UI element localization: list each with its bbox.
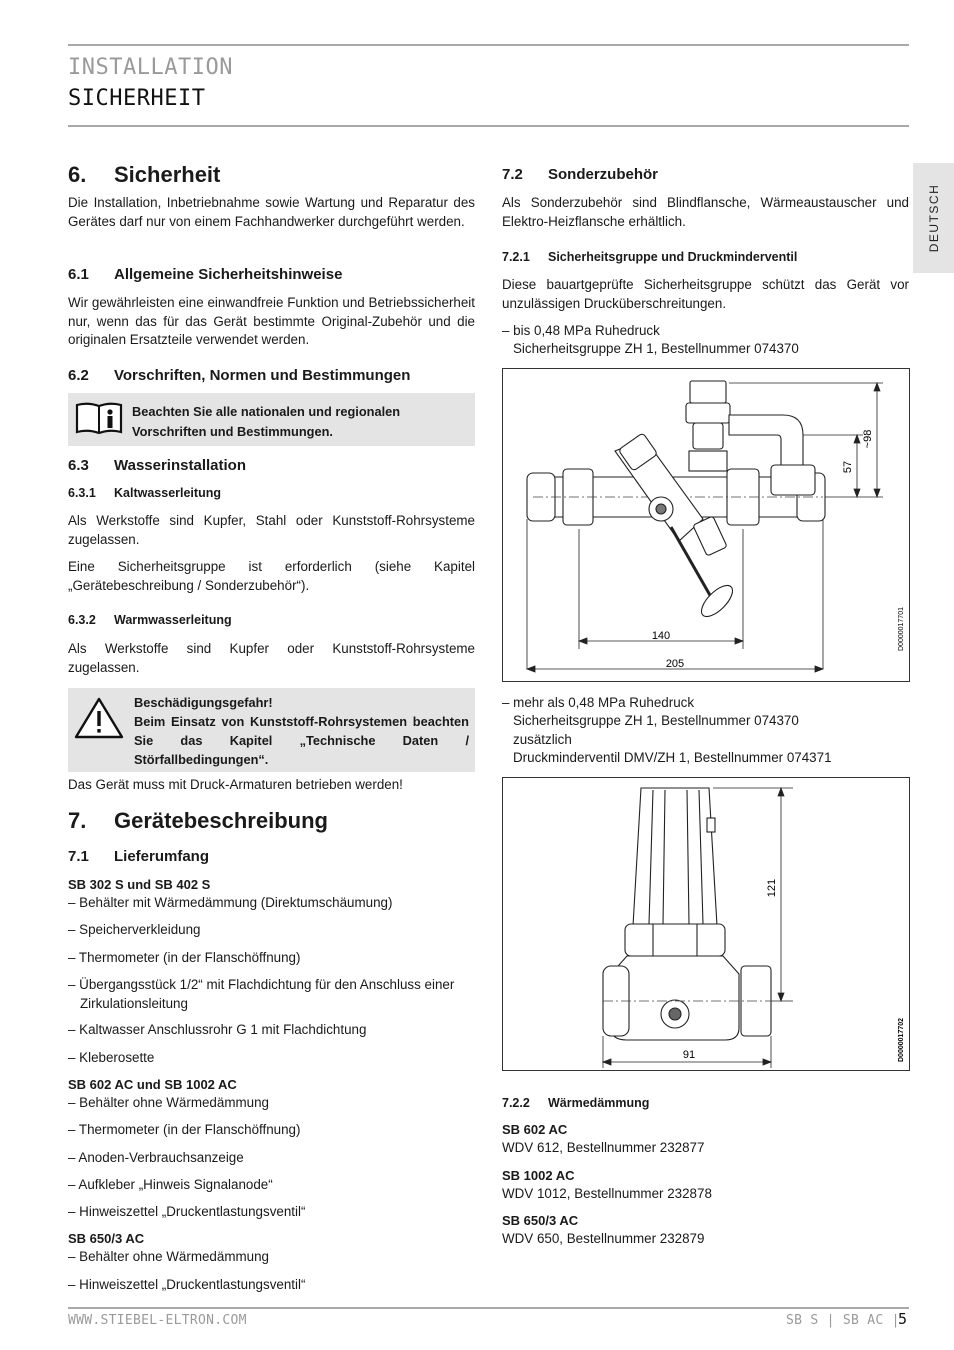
section-6-intro: Die Installation, Inbetriebnahme sowie Wartung und Reparatur des Gerätes darf nur von einem Fachhandwerker durchgeführt werden.: [68, 195, 475, 229]
list-item: – Thermometer (in der Flanschöffnung): [68, 950, 301, 965]
option-1-line-2: Sicherheitsgruppe ZH 1, Bestellnummer 074370: [513, 341, 799, 356]
figure-2-code: D0000017702: [898, 1018, 905, 1062]
warning-text-block: [134, 693, 469, 769]
list-item: – Hinweiszettel „Druckentlastungsventil“: [68, 1204, 306, 1219]
section-6-3-1-p2: Eine Sicherheitsgruppe ist erforderlich (siehe Kapitel „Gerätebeschreibung / Sonderzubehör“).: [68, 559, 475, 593]
insulation-item-title: SB 1002 AC: [502, 1168, 575, 1183]
warning-text: Beim Einsatz von Kunststoff-Rohrsystemen beachten Sie das Kapitel „Technische Daten / Störfallbedingungen“.: [134, 714, 469, 767]
dimension-205: 205: [665, 658, 685, 670]
dimension-57: 57: [842, 460, 854, 474]
section-7-2-1-heading: 7.2.1 Sicherheitsgruppe und Druckminderventil: [502, 250, 798, 264]
header-section: SICHERHEIT: [68, 86, 206, 111]
footer-models: SB S | SB AC |: [786, 1313, 900, 1328]
section-7-2-heading: 7.2 Sonderzubehör: [502, 166, 659, 183]
list-item: – Thermometer (in der Flanschöffnung): [68, 1122, 301, 1137]
insulation-item-title: SB 602 AC: [502, 1122, 568, 1137]
page-number: 5: [898, 1310, 908, 1328]
option-2-line-1: – mehr als 0,48 MPa Ruhedruck: [502, 695, 695, 710]
section-6-3-1-heading: 6.3.1 Kaltwasserleitung: [68, 486, 221, 500]
list-item: – Kleberosette: [68, 1050, 155, 1065]
list-item: – Aufkleber „Hinweis Signalanode“: [68, 1177, 273, 1192]
list-item: – Behälter ohne Wärmedämmung: [68, 1095, 269, 1110]
header-bottom-rule: [68, 125, 909, 127]
header-top-rule: [68, 44, 909, 46]
dimension-121: 121: [766, 878, 778, 898]
option-2-line-2: Sicherheitsgruppe ZH 1, Bestellnummer 074370: [513, 713, 799, 728]
warning-title: Beschädigungsgefahr!: [134, 695, 273, 710]
info-note: [68, 393, 475, 446]
book-info-icon: [74, 401, 124, 437]
section-7-2-2-heading: 7.2.2 Wärmedämmung: [502, 1096, 650, 1110]
dimension-140: 140: [651, 630, 671, 642]
footer-rule: [68, 1307, 909, 1309]
section-6-1-heading: 6.1 Allgemeine Sicherheitshinweise: [68, 266, 343, 283]
safety-group-technical-drawing: [503, 369, 909, 681]
section-6-1-text: Wir gewährleisten eine einwandfreie Funktion und Betriebssicherheit nur, wenn das für das Gerät bestimmte Original-Zubehör und die originalen Ersatzteile verwendet werden.: [68, 295, 475, 348]
section-7-2-1-text: Diese bauartgeprüfte Sicherheitsgruppe schützt das Gerät vor unzulässigen Drucküberschreitungen.: [502, 277, 909, 311]
section-6-3-heading: 6.3 Wasserinstallation: [68, 457, 246, 474]
insulation-item-title: SB 650/3 AC: [502, 1213, 579, 1228]
dimension-91: 91: [682, 1049, 696, 1061]
group-2-title: SB 602 AC und SB 1002 AC: [68, 1077, 237, 1092]
list-item: – Behälter ohne Wärmedämmung: [68, 1249, 269, 1264]
language-tab-label: DEUTSCH: [926, 183, 941, 253]
section-6-3-2-p1: Als Werkstoffe sind Kupfer oder Kunststoff-Rohrsysteme zugelassen.: [68, 641, 475, 675]
footer-url: WWW.STIEBEL-ELTRON.COM: [68, 1313, 247, 1328]
pressure-reducer-technical-drawing: [503, 778, 909, 1070]
list-item: – Anoden-Verbrauchsanzeige: [68, 1150, 244, 1165]
warning-triangle-icon: [73, 696, 125, 740]
section-7-1-heading: 7.1 Lieferumfang: [68, 848, 210, 865]
section-6-heading: 6. Sicherheit: [68, 162, 221, 187]
section-6-2-heading: 6.2 Vorschriften, Normen und Bestimmungen: [68, 367, 411, 384]
section-7-2-text: Als Sonderzubehör sind Blindflansche, Wärmeaustauscher und Elektro-Heizflansche erhältlich.: [502, 195, 909, 229]
insulation-item-text: WDV 612, Bestellnummer 232877: [502, 1140, 705, 1155]
list-item: – Kaltwasser Anschlussrohr G 1 mit Flachdichtung: [68, 1022, 367, 1037]
dimension-98: ~98: [862, 429, 874, 449]
language-tab: [913, 163, 954, 273]
safety-group-drawing: [502, 368, 910, 682]
insulation-item-text: WDV 650, Bestellnummer 232879: [502, 1231, 705, 1246]
figure-1-code: D0000017701: [898, 607, 905, 651]
option-1-line-1: – bis 0,48 MPa Ruhedruck: [502, 323, 660, 338]
option-2-line-3: zusätzlich: [513, 732, 572, 747]
list-item: – Speicherverkleidung: [68, 922, 201, 937]
option-2-line-4: Druckminderventil DMV/ZH 1, Bestellnummer 074371: [513, 750, 832, 765]
header-chapter: INSTALLATION: [68, 55, 233, 80]
list-item: – Hinweiszettel „Druckentlastungsventil“: [68, 1277, 306, 1292]
list-item: – Übergangsstück 1/2“ mit Flachdichtung für den Anschluss einer Zirkulationsleitung: [68, 977, 455, 1011]
section-6-3-1-p1: Als Werkstoffe sind Kupfer, Stahl oder Kunststoff-Rohrsysteme zugelassen.: [68, 513, 475, 547]
warning-note: [68, 688, 475, 772]
insulation-item-text: WDV 1012, Bestellnummer 232878: [502, 1186, 712, 1201]
group-1-title: SB 302 S und SB 402 S: [68, 877, 211, 892]
info-note-text: Beachten Sie alle nationalen und regionalen Vorschriften und Bestimmungen.: [132, 404, 401, 439]
section-6-3-2-heading: 6.3.2 Warmwasserleitung: [68, 613, 232, 627]
section-6-3-2-p2: Das Gerät muss mit Druck-Armaturen betrieben werden!: [68, 777, 403, 792]
group-3-title: SB 650/3 AC: [68, 1231, 145, 1246]
pressure-reducer-drawing: [502, 777, 910, 1071]
section-7-heading: 7. Gerätebeschreibung: [68, 808, 328, 833]
list-item: – Behälter mit Wärmedämmung (Direktumschäumung): [68, 895, 393, 910]
